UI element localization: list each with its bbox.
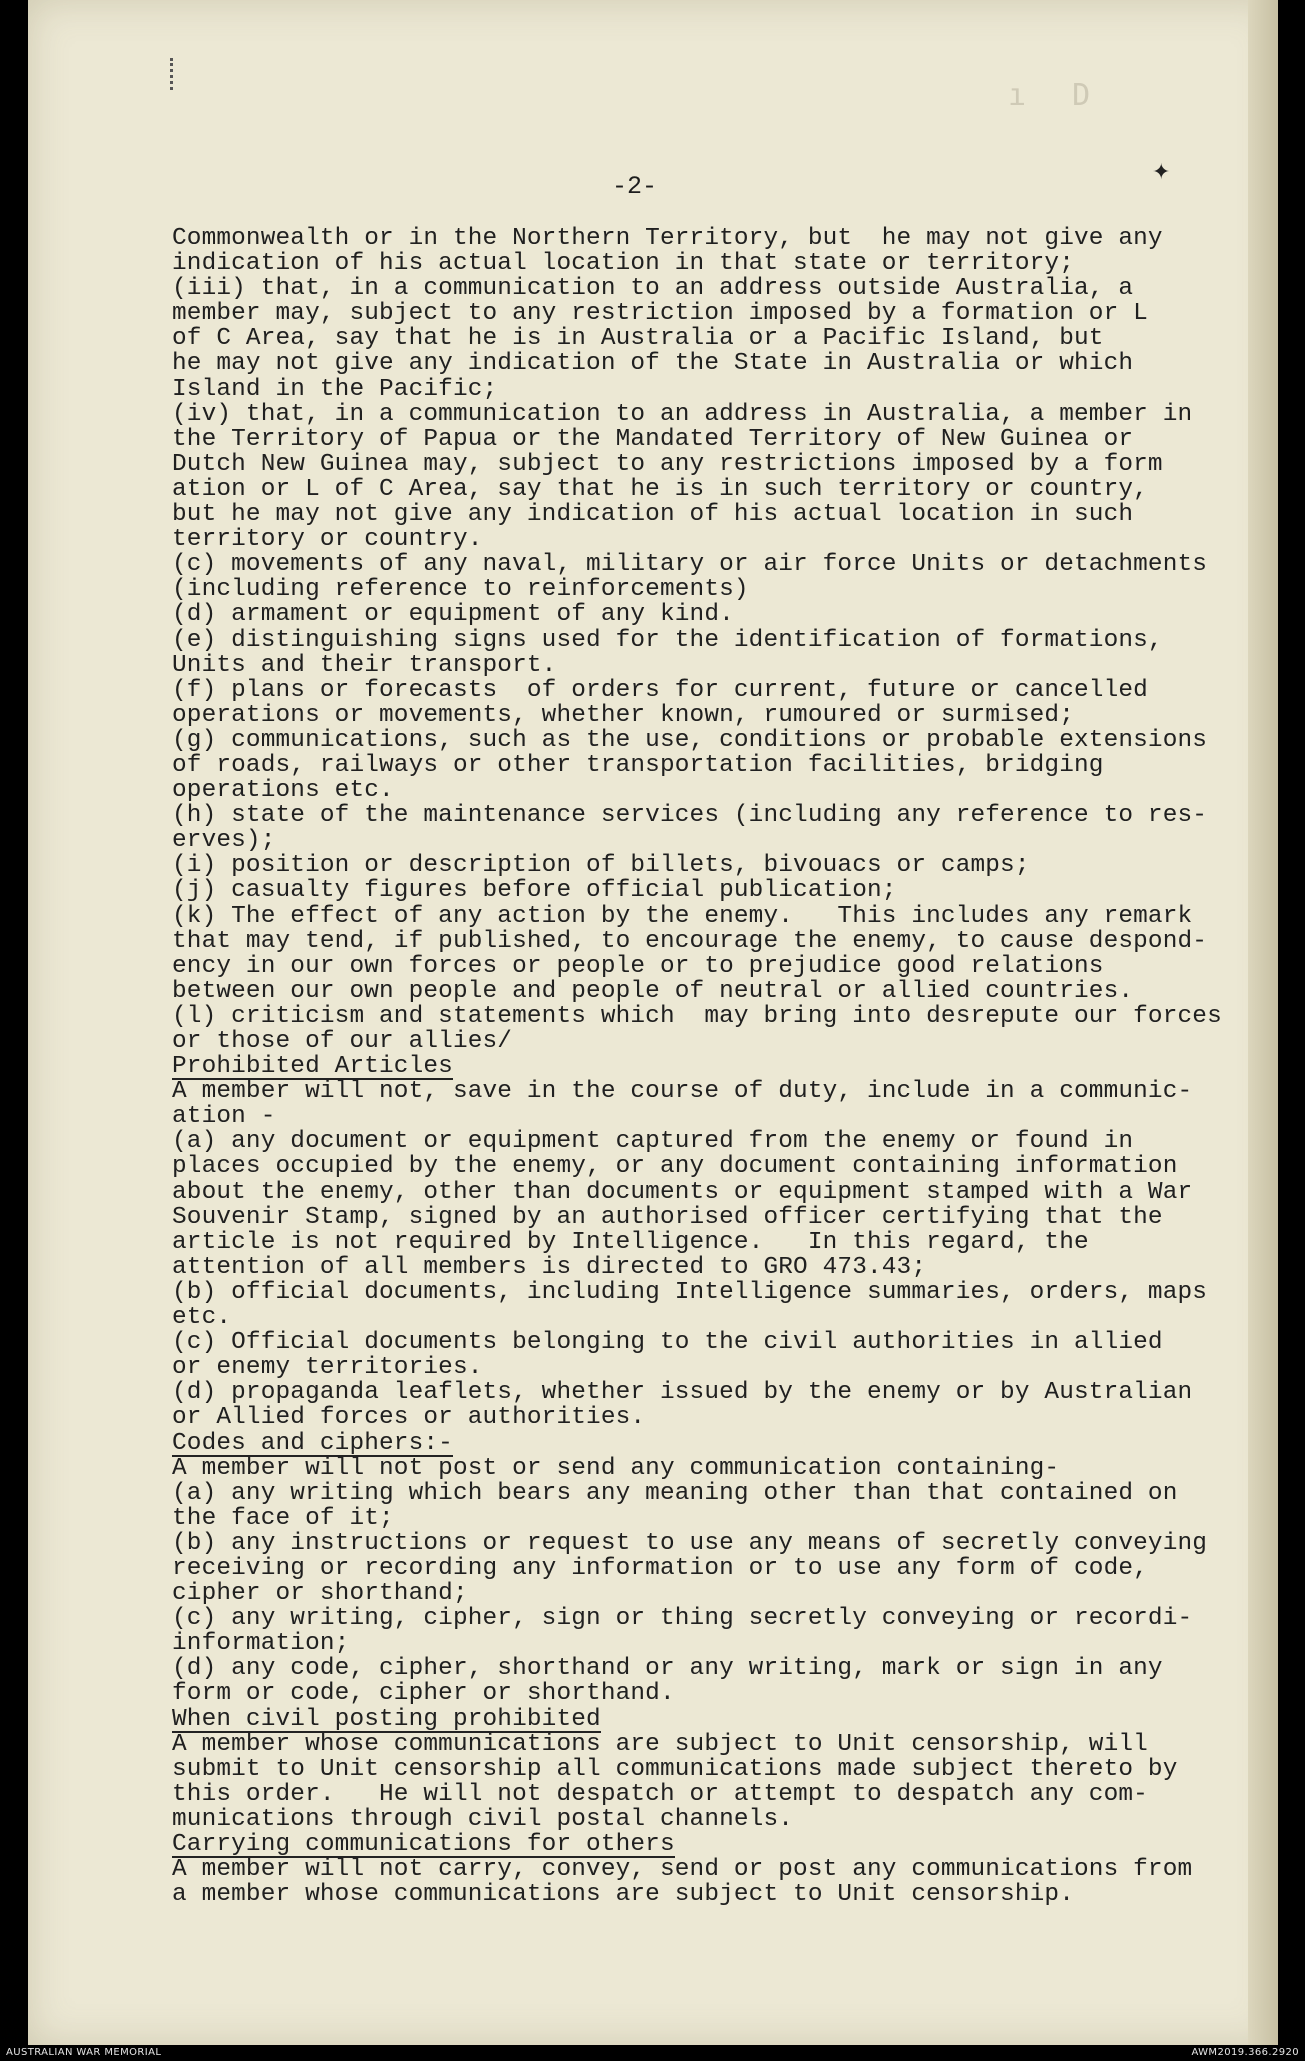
text-line: that may tend, if published, to encourage the enemy, to cause despond- (172, 927, 1208, 955)
text-line: or Allied forces or authorities. (172, 1404, 646, 1432)
text-line: A member will not, save in the course of duty, include in a communic- (172, 1078, 1193, 1106)
text-line: (j) casualty figures before official publication; (172, 877, 897, 905)
text-line: (c) any writing, cipher, sign or thing secretly conveying or recordi- (172, 1605, 1193, 1633)
text-line: Island in the Pacific; (172, 375, 498, 403)
text-line: etc. (172, 1304, 232, 1332)
text-line: erves); (172, 827, 276, 855)
text-line: attention of all members is directed to GRO 473.43; (172, 1253, 927, 1281)
text-line: (b) official documents, including Intelligence summaries, orders, maps (172, 1278, 1208, 1306)
text-line: A member whose communications are subject to Unit censorship, will (172, 1730, 1148, 1758)
text-line: (l) criticism and statements which may bring into desrepute our forces (172, 1002, 1222, 1030)
text-line: receiving or recording any information or to use any form of code, (172, 1554, 1148, 1582)
text-line: operations or movements, whether known, rumoured or surmised; (172, 701, 1074, 729)
text-line: Souvenir Stamp, signed by an authorised officer certifying that the (172, 1203, 1163, 1231)
text-line: (d) propaganda leaflets, whether issued by the enemy or by Australian (172, 1379, 1193, 1407)
text-line: munications through civil postal channels. (172, 1805, 794, 1833)
footer-institution: AUSTRALIAN WAR MEMORIAL (6, 2047, 162, 2058)
text-line: Units and their transport. (172, 651, 557, 679)
text-line: of roads, railways or other transportation facilities, bridging (172, 751, 1104, 779)
text-line: (b) any instructions or request to use any means of secretly conveying (172, 1529, 1208, 1557)
text-line: submit to Unit censorship all communications made subject thereto by (172, 1755, 1178, 1783)
section-heading-when-civil-posting-prohibited (172, 1707, 1252, 1732)
faint-bleed-through-mark: ı D (1008, 78, 1105, 113)
text-line: this order. He will not despatch or attempt to despatch any com- (172, 1780, 1148, 1808)
corner-mark-icon: ✦ (1152, 160, 1171, 185)
section-heading-text: Carrying communications for others (172, 1831, 675, 1858)
section-heading-text: When civil posting prohibited (172, 1705, 601, 1733)
footer-accession-number: AWM2019.366.2920 (1191, 2047, 1299, 2058)
text-line: ation - (172, 1103, 276, 1131)
text-line: of C Area, say that he is in Australia or a Pacific Island, but (172, 325, 1104, 353)
punch-mark (170, 58, 177, 90)
text-line: ency in our own forces or people or to prejudice good relations (172, 952, 1104, 980)
text-line: the face of it; (172, 1504, 394, 1532)
text-line: (a) any document or equipment captured from the enemy or found in (172, 1128, 1134, 1156)
text-line: the Territory of Papua or the Mandated Territory of New Guinea or (172, 425, 1134, 453)
text-line: article is not required by Intelligence. In this regard, the (172, 1228, 1089, 1256)
text-line: A member will not carry, convey, send or post any communications from (172, 1856, 1193, 1884)
section-heading-text: Codes and ciphers:- (172, 1429, 453, 1457)
section-heading-carrying-communications (172, 1832, 1252, 1857)
section-heading-prohibited-articles (172, 1054, 1252, 1079)
text-line: a member whose communications are subject to Unit censorship. (172, 1881, 1074, 1909)
page-number: -2- (612, 172, 658, 201)
text-line: (iii) that, in a communication to an address outside Australia, a (172, 275, 1134, 303)
text-line: cipher or shorthand; (172, 1580, 468, 1608)
text-line: member may, subject to any restriction imposed by a formation or L (172, 300, 1148, 328)
text-line: (c) movements of any naval, military or air force Units or detachments (172, 551, 1208, 579)
text-line: operations etc. (172, 777, 394, 805)
text-line: or enemy territories. (172, 1354, 483, 1382)
text-line: Commonwealth or in the Northern Territory, but he may not give any (172, 225, 1163, 252)
text-line: but he may not give any indication of his actual location in such (172, 501, 1134, 529)
text-line: ation or L of C Area, say that he is in such territory or country, (172, 475, 1148, 503)
text-line: (a) any writing which bears any meaning other than that contained on (172, 1479, 1178, 1507)
text-line: (d) armament or equipment of any kind. (172, 601, 734, 629)
text-line: form or code, cipher or shorthand. (172, 1680, 675, 1708)
section-heading-text: Prohibited Articles (172, 1053, 453, 1081)
text-line: Dutch New Guinea may, subject to any restrictions imposed by a form (172, 450, 1163, 478)
text-line: places occupied by the enemy, or any document containing information (172, 1153, 1178, 1181)
text-line: (h) state of the maintenance services (including any reference to res- (172, 802, 1208, 830)
text-line: (e) distinguishing signs used for the identification of formations, (172, 626, 1163, 654)
text-line: (g) communications, such as the use, conditions or probable extensions (172, 726, 1208, 754)
text-line: (c) Official documents belonging to the civil authorities in allied (172, 1329, 1163, 1357)
text-line: between our own people and people of neutral or allied countries. (172, 977, 1134, 1005)
text-line: territory or country. (172, 526, 483, 554)
text-line: indication of his actual location in that state or territory; (172, 250, 1074, 278)
text-line: A member will not post or send any communication containing- (172, 1454, 1060, 1482)
text-line: (i) position or description of billets, bivouacs or camps; (172, 852, 1030, 880)
text-line: (d) any code, cipher, shorthand or any writing, mark or sign in any (172, 1655, 1163, 1683)
text-line: about the enemy, other than documents or equipment stamped with a War (172, 1178, 1193, 1206)
page-edge (1248, 0, 1278, 2045)
text-line: (f) plans or forecasts of orders for current, future or cancelled (172, 676, 1148, 704)
section-heading-codes-and-ciphers (172, 1431, 1252, 1456)
text-line: or those of our allies/ (172, 1028, 513, 1055)
text-line: (k) The effect of any action by the enemy. This includes any remark (172, 902, 1193, 930)
text-line: information; (172, 1630, 350, 1658)
text-line: (iv) that, in a communication to an address in Australia, a member in (172, 400, 1193, 428)
text-line: he may not give any indication of the State in Australia or which (172, 350, 1134, 378)
typed-body-text (172, 226, 1252, 1907)
text-line: (including reference to reinforcements) (172, 576, 749, 604)
